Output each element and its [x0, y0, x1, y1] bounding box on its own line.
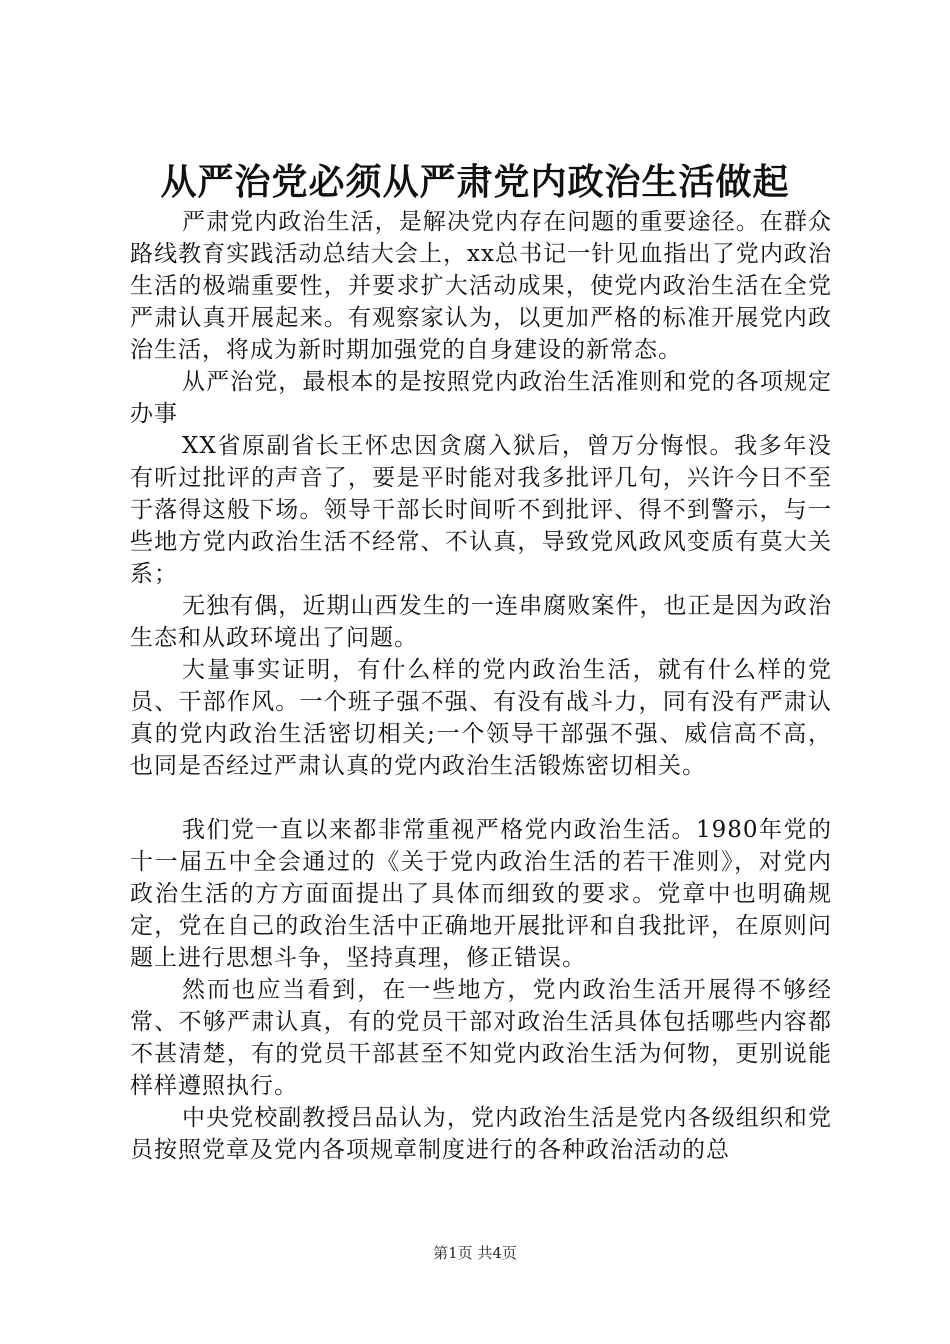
paragraph-2: 从严治党，最根本的是按照党内政治生活准则和党的各项规定办事	[130, 369, 832, 427]
page-footer: 第1页 共4页	[433, 1244, 517, 1262]
paragraph-8: 中央党校副教授吕品认为，党内政治生活是党内各级组织和党员按照党章及党内各项规章制度进行的各种政治活动的总	[130, 1105, 832, 1163]
document-title: 从严治党必须从严肃党内政治生活做起	[160, 161, 790, 203]
paragraph-4: 无独有偶，近期山西发生的一连串腐败案件，也正是因为政治生态和从政环境出了问题。	[130, 593, 832, 651]
document-body	[130, 206, 832, 1166]
paragraph-3: XX省原副省长王怀忠因贪腐入狱后，曾万分悔恨。我多年没有听过批评的声音了，要是平时能对我多批评几句，兴许今日不至于落得这般下场。领导干部长时间听不到批评、得不到警示，与一些地方党内政治生活不经常、不认真，导致党风政风变质有莫大关系；	[130, 433, 832, 587]
paragraph-1: 严肃党内政治生活，是解决党内存在问题的重要途径。在群众路线教育实践活动总结大会上，xx总书记一针见血指出了党内政治生活的极端重要性，并要求扩大活动成果，使党内政治生活在全党严肃认真开展起来。有观察家认为，以更加严格的标准开展党内政治生活，将成为新时期加强党的自身建设的新常态。	[130, 209, 832, 363]
paragraph-7: 然而也应当看到，在一些地方，党内政治生活开展得不够经常、不够严肃认真，有的党员干部对政治生活具体包括哪些内容都不甚清楚，有的党员干部甚至不知党内政治生活为何物，更别说能样样遵照执行。	[130, 977, 832, 1099]
paragraph-5: 大量事实证明，有什么样的党内政治生活，就有什么样的党员、干部作风。一个班子强不强、有没有战斗力，同有没有严肃认真的党内政治生活密切相关;一个领导干部强不强、威信高不高，也同是否经过严肃认真的党内政治生活锻炼密切相关。	[130, 657, 832, 779]
paragraph-6: 我们党一直以来都非常重视严格党内政治生活。1980年党的十一届五中全会通过的《关于党内政治生活的若干准则》，对党内政治生活的方方面面提出了具体而细致的要求。党章中也明确规定，党在自己的政治生活中正确地开展批评和自我批评，在原则问题上进行思想斗争，坚持真理，修正错误。	[130, 817, 832, 971]
